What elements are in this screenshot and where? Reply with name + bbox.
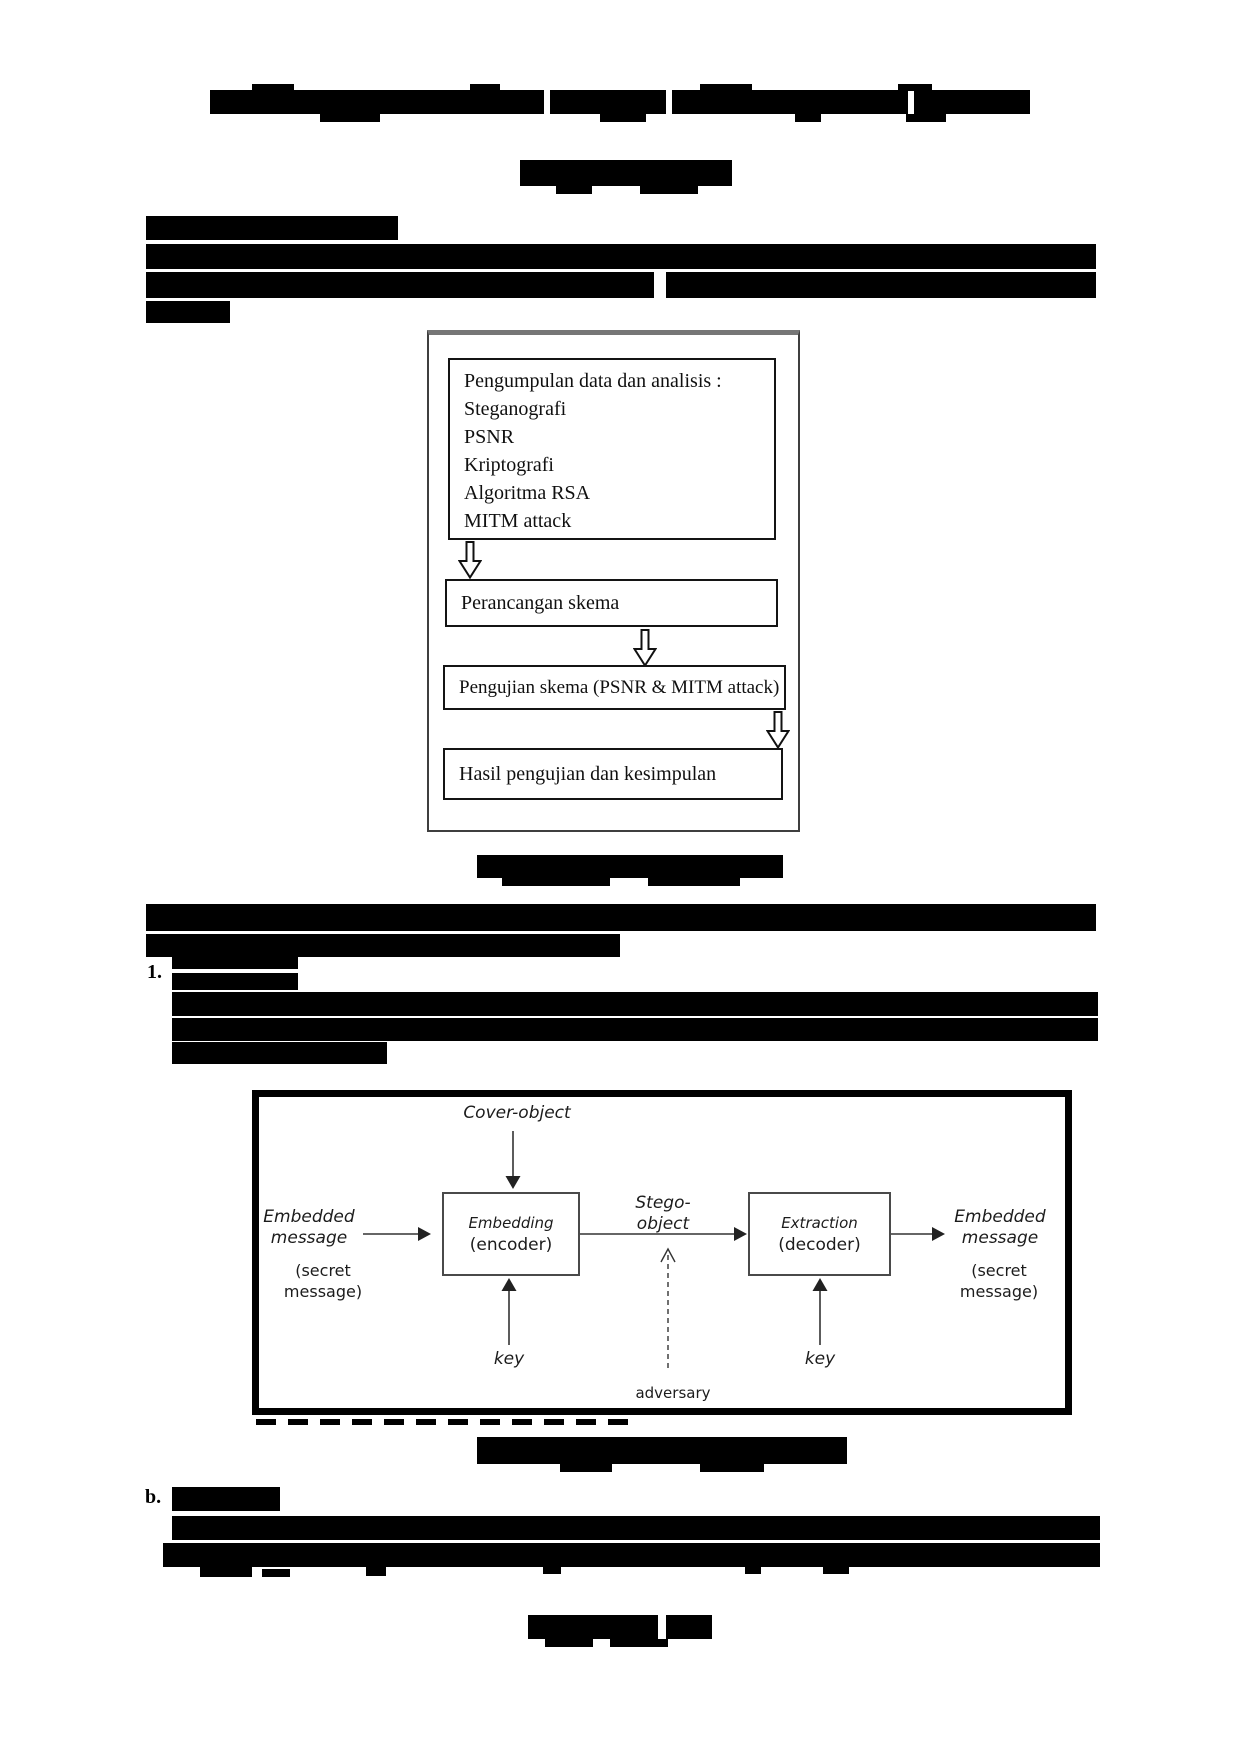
flowchart-box1-line: Pengumpulan data dan analisis : bbox=[464, 370, 722, 392]
flowchart-box-results bbox=[443, 748, 783, 800]
redacted-section-heading bbox=[146, 216, 398, 240]
secret-message-right-label: (secret message) bbox=[959, 1261, 1039, 1301]
redacted-figure2-caption-descender bbox=[560, 1464, 612, 1472]
list-item-1-number: 1. bbox=[147, 961, 162, 983]
redacted-footer-descender bbox=[545, 1639, 593, 1647]
redacted-subtitle-descender bbox=[640, 186, 698, 194]
redacted-paragraph-line bbox=[172, 1042, 387, 1064]
redacted-subtitle-descender bbox=[556, 186, 592, 194]
steganography-diagram bbox=[252, 1090, 1072, 1415]
redacted-paragraph-line bbox=[146, 904, 1096, 931]
decoder-label: (decoder) bbox=[778, 1234, 861, 1255]
redacted-title-ascender bbox=[252, 84, 294, 91]
redacted-paragraph-line bbox=[146, 244, 1096, 269]
cover-object-label: Cover-object bbox=[463, 1103, 571, 1123]
embedding-label: Embedding bbox=[468, 1213, 554, 1232]
key-left-label: key bbox=[493, 1349, 525, 1369]
redacted-paragraph-line bbox=[172, 1516, 1100, 1540]
redacted-paragraph-line bbox=[163, 1543, 1100, 1567]
redacted-paragraph-line bbox=[172, 992, 1098, 1016]
embedded-message-right-label bbox=[950, 1207, 1050, 1249]
redacted-figure1-caption-descender bbox=[502, 878, 610, 886]
flowchart-box-testing bbox=[443, 665, 786, 710]
redacted-list-item-label bbox=[172, 1487, 280, 1511]
redacted-descender-bit bbox=[823, 1567, 849, 1574]
flowchart-box1-line: Algoritma RSA bbox=[464, 482, 591, 504]
redacted-title-descender bbox=[906, 114, 946, 122]
redacted-title-descender bbox=[320, 114, 380, 122]
redacted-descender-bit bbox=[543, 1567, 561, 1574]
redacted-descender-bit bbox=[262, 1569, 290, 1577]
embedded-message-right-line2: message bbox=[961, 1228, 1039, 1248]
flow-down-arrow-icon bbox=[766, 711, 790, 749]
flowchart-box1-line: Steganografi bbox=[464, 398, 567, 420]
redacted-title-segment bbox=[210, 90, 544, 114]
redacted-title-descender bbox=[795, 114, 821, 122]
redacted-figure1-caption bbox=[477, 855, 783, 878]
embedded-message-left-line2: message bbox=[270, 1228, 348, 1248]
redacted-paragraph-line bbox=[666, 272, 1096, 298]
redacted-subtitle bbox=[520, 160, 732, 186]
redacted-footer-segment bbox=[528, 1615, 658, 1639]
redacted-paragraph-line bbox=[146, 301, 230, 323]
redacted-footer-segment bbox=[666, 1615, 712, 1639]
redacted-paragraph-line bbox=[172, 1018, 1098, 1041]
encoder-label: (encoder) bbox=[469, 1234, 553, 1255]
stego-object-line1: Stego- bbox=[635, 1193, 691, 1213]
redacted-figure2-caption bbox=[477, 1437, 847, 1464]
flowchart-box4-label: Hasil pengujian dan kesimpulan bbox=[459, 762, 717, 785]
redacted-title-ascender bbox=[898, 84, 932, 91]
embedded-message-left-label bbox=[259, 1207, 359, 1249]
flowchart-box-data-collection bbox=[448, 358, 776, 540]
flowchart-box-design bbox=[445, 579, 778, 627]
extraction-label: Extraction bbox=[781, 1213, 858, 1232]
flowchart-box1-line: Kriptografi bbox=[464, 454, 554, 476]
redacted-title-segment bbox=[550, 90, 666, 114]
redacted-paragraph-line bbox=[146, 934, 620, 957]
redacted-list-item-label bbox=[172, 956, 298, 969]
stego-object-label bbox=[613, 1193, 713, 1235]
stego-object-line2: object bbox=[636, 1214, 690, 1234]
redacted-paragraph-line bbox=[146, 272, 654, 298]
embedded-message-left-line1: Embedded bbox=[263, 1207, 355, 1227]
embedded-message-right-line1: Embedded bbox=[954, 1207, 1046, 1227]
redacted-title-segment bbox=[914, 90, 1030, 114]
secret-message-left-label: (secret message) bbox=[283, 1261, 363, 1301]
flow-down-arrow-icon bbox=[633, 629, 657, 667]
redacted-title-ascender bbox=[700, 84, 752, 91]
list-item-b-number: b. bbox=[145, 1486, 162, 1508]
key-right-label: key bbox=[804, 1349, 836, 1369]
redacted-footer-descender bbox=[610, 1639, 668, 1647]
flowchart-box1-line: PSNR bbox=[464, 426, 515, 448]
redacted-list-item-label bbox=[172, 973, 298, 990]
extraction-decoder-box bbox=[748, 1192, 891, 1276]
redacted-figure2-caption-descender bbox=[700, 1464, 764, 1472]
redacted-figure1-caption-descender bbox=[648, 878, 740, 886]
diagram-connector-lines bbox=[259, 1097, 1065, 1408]
adversary-label: adversary bbox=[635, 1384, 711, 1402]
scan-dash-artifacts bbox=[256, 1419, 636, 1425]
embedding-encoder-box bbox=[442, 1192, 580, 1276]
flowchart-box3-label: Pengujian skema (PSNR & MITM attack) bbox=[459, 676, 780, 698]
flowchart-box2-label: Perancangan skema bbox=[461, 591, 620, 614]
flow-down-arrow-icon bbox=[458, 541, 482, 579]
redacted-descender-bit bbox=[366, 1567, 386, 1576]
redacted-title-segment bbox=[672, 90, 908, 114]
redacted-descender-bit bbox=[745, 1567, 761, 1574]
flowchart-box1-line: MITM attack bbox=[464, 510, 572, 532]
redacted-title-ascender bbox=[470, 84, 500, 91]
redacted-title-descender bbox=[600, 114, 646, 122]
redacted-descender-bit bbox=[200, 1567, 252, 1577]
